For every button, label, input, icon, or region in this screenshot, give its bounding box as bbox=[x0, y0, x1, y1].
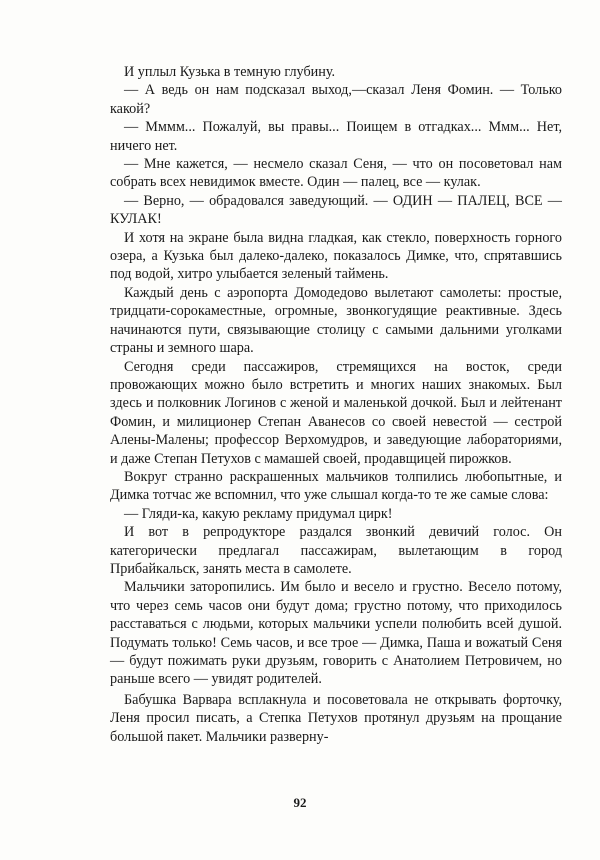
paragraph-1: И уплыл Кузька в темную глубину. bbox=[124, 64, 336, 80]
paragraph-13: Бабушка Варвара всплакнула и посоветовала не открывать форточку, Леня просил писать, а Степка Петухов протянул друзьям на прощание большой пакет. Мальчики разверну- bbox=[110, 691, 562, 745]
paragraph-2: — А ведь он нам подсказал выход,—сказал Леня Фомин. — Только какой? bbox=[110, 82, 562, 117]
paragraph-8: Сегодня среди пассажиров, стремящихся на восток, среди провожающих можно было встретить и многих наших знакомых. Был здесь и полковник Логинов с женой и маленькой дочкой. Был и лейтенант Фомин, и милиционер Степан Аванесов со своей невестой — сестрой Алены-Малены; профессор Верхомудров, и заведующие лабораториями, и даже Степан Петухов с мамашей своей, продавщицей пирожков. bbox=[110, 358, 562, 467]
paragraph-5: — Верно, — обрадовался заведующий. — ОДИН — ПАЛЕЦ, ВСЕ — КУЛАК! bbox=[110, 192, 562, 228]
paragraph-4: — Мне кажется, — несмело сказал Сеня, — что он посоветовал нам собрать всех невидимок вместе. Один — палец, все — кулак. bbox=[110, 156, 562, 191]
paragraph-9: Вокруг странно раскрашенных мальчиков толпились любопытные, и Димка тотчас же вспомнил, что уже слышал когда-то те же самые слова: bbox=[110, 468, 562, 504]
paragraph-10: — Гляди-ка, какую рекламу придумал цирк! bbox=[124, 505, 393, 522]
body-text bbox=[110, 63, 562, 746]
paragraph-12: Мальчики заторопились. Им было и весело и грустно. Весело потому, что через семь часов они будут дома; грустно потому, что приходилось расставаться с людьми, которых мальчики успели полюбить всей душой. Подумать только! Семь часов, и все трое — Димка, Паша и вожатый Сеня — будут пожимать руки друзьям, говорить с Анатолием Петровичем, но раньше всего — увидят родителей. bbox=[110, 579, 562, 688]
paragraph-3: — Мммм... Пожалуй, вы правы... Поищем в отгадках... Ммм... Нет, ничего нет. bbox=[110, 119, 562, 154]
paragraph-6: И хотя на экране была видна гладкая, как стекло, поверхность горного озера, а Кузька был далеко-далеко, показалось Димке, что, спрятавшись под водой, хитро улыбается зеленый таймень. bbox=[110, 229, 562, 283]
page-number: 92 bbox=[293, 795, 307, 810]
paragraph-7: Каждый день с аэропорта Домодедово вылетают самолеты: простые, тридцати-сорокаместные, огромные, звонкогудящие реактивные. Здесь начинаются пути, связывающие столицу с самыми дальними уголками страны и земного шара. bbox=[110, 284, 562, 357]
paragraph-11: И вот в репродукторе раздался звонкий девичий голос. Он категорически предлагал пассажирам, вылетающим в город Прибайкальск, занять места в самолете. bbox=[110, 524, 562, 577]
